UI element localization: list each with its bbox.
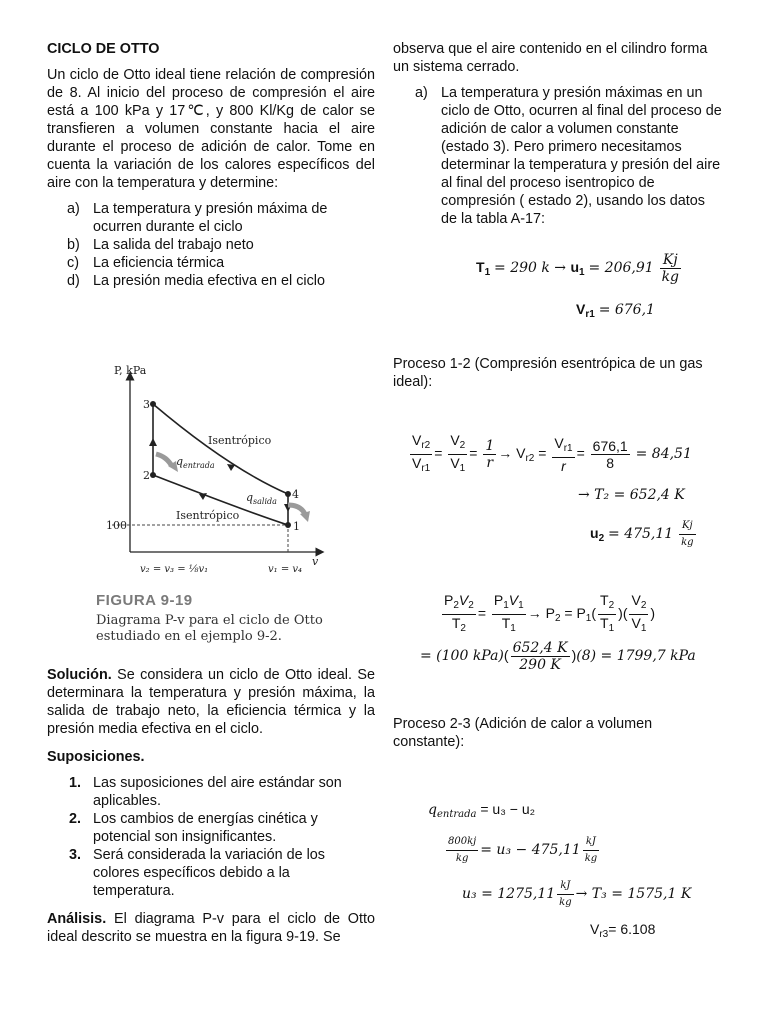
equation-u3-relation: $\frac{800kj}{kg}$ = u₃ − 475,11 $\frac{kJ}{kg}$	[444, 834, 601, 867]
state-3-label: 3	[143, 398, 150, 411]
equation-state-1: $T_1 = 290$ $k \to u_1 = 206,91$ $\frac{Kj}{kg}$	[476, 252, 680, 285]
list-item: a) La temperatura y presión máxima de ocurren durante el ciclo	[67, 201, 328, 235]
y-axis-label: P, kPa	[114, 364, 147, 377]
heat-out-arrow-icon	[288, 505, 305, 514]
assumptions-list	[47, 774, 375, 900]
continuation-text: observa que el aire contenido en el cilindro forma un sistema cerrado.	[393, 41, 708, 75]
isentropic-lower-label: Isentrópico	[176, 509, 240, 522]
list-item: 1. Las suposiciones del aire estándar son aplicables.	[69, 775, 342, 809]
left-column	[47, 40, 375, 290]
equation-t2: → T₂ = 652,4 K	[578, 487, 685, 503]
process-3-4	[153, 404, 288, 494]
equation-u3-t3: u₃ = 1275,11 $\frac{kJ}{kg}$ → T₃ = 1575,1 K	[462, 878, 691, 911]
list-item: 2. Los cambios de energías cinética y potencial son insignificantes.	[69, 811, 318, 845]
list-item: a) La temperatura y presión máximas en un ciclo de Otto, ocurren al final del proceso de adición de calor a volumen constante (estado 3). Pero primero necesitamos determinar la temperatura y presión del aire al final del proceso isentropico de compresión ( estado 2), usando los datos de la tabla A-17:	[415, 85, 722, 227]
list-item: c) La eficiencia térmica	[67, 255, 225, 271]
list-item: 3. Será considerada la variación de los colores específicos debido a la temperatura.	[69, 847, 325, 899]
equation-vr1: $V_{r1} = 676,1$	[576, 301, 655, 320]
figure-caption-line-1: Diagrama P-v para el ciclo de Otto	[96, 613, 323, 628]
pv-diagram	[92, 362, 352, 582]
solution-paragraph: Solución. Se considera un ciclo de Otto ideal. Se determinara la temperatura y presión máxima, la salida de trabajo neto, la eficiencia térmica y la presión media efectiva en el ciclo.	[47, 667, 375, 737]
left-column-lower	[47, 666, 375, 946]
state-4-label: 4	[292, 488, 299, 501]
equation-vr3: $V_{r3}= 6.108$	[590, 921, 656, 940]
document-title: CICLO DE OTTO	[47, 41, 160, 57]
equation-q-in: $q_{entrada} = u_3 - u_2$	[428, 801, 536, 820]
state-1-label: 1	[293, 520, 300, 533]
pv-diagram-figure	[92, 362, 352, 652]
figure-caption-line-2: estudiado en el ejemplo 9-2.	[96, 629, 282, 644]
problem-statement: Un ciclo de Otto ideal tiene relación de compresión de 8. Al inicio del proceso de compresión el aire está a 100 kPa y 17℃, y 800 Kl/Kg de calor se transfieren a volumen constante hacia el aire durante el proceso de adición de calor. Tome en cuenta la variación de los calores específicos del aire con la temperatura y determine:	[47, 67, 375, 191]
q-out-label: $q_{salida}$	[246, 491, 277, 506]
right-column	[393, 40, 723, 228]
v-left-label: v₂ = v₃ = ⅛v₁	[140, 564, 209, 575]
analysis-list	[393, 84, 723, 228]
q-in-label: $q_{entrada}$	[176, 455, 215, 470]
list-item: d) La presión media efectiva en el ciclo	[67, 273, 325, 289]
equation-p2-value: = (100 kPa)( $\frac{652,4 K}{290 K}$ )(8) = 1799,7 kPa	[420, 640, 696, 673]
equation-u2: $u_2 = 475,11$ $\frac{Kj}{kg}$	[590, 518, 698, 551]
process-1-2-heading: Proceso 1-2 (Compresión esentrópica de un gas ideal):	[393, 356, 703, 390]
assumptions-title: Suposiciones.	[47, 749, 145, 765]
process-2-3-heading: Proceso 2-3 (Adición de calor a volumen constante):	[393, 716, 653, 750]
heat-in-arrow-icon	[156, 454, 172, 466]
pressure-tick: 100	[106, 519, 127, 532]
x-axis-label: v	[312, 555, 319, 568]
analysis-paragraph: Análisis. El diagrama P-v para el ciclo de Otto ideal descrito se muestra en la figura 9-19. Se	[47, 911, 375, 945]
question-list	[47, 200, 375, 290]
list-item: b) La salida del trabajo neto	[67, 237, 254, 253]
isentropic-upper-label: Isentrópico	[208, 434, 272, 447]
v-right-label: v₁ = v₄	[268, 564, 303, 575]
equation-p2-relation: $\frac{P_2V_2}{T_2}$ = $\frac{P_1V_1}{T_1}$ → $P_2 = P_1$( $\frac{T_2}{T_1}$ )( $\frac{V_2}{V_1}$ )	[440, 592, 655, 637]
state-2-label: 2	[143, 469, 150, 482]
figure-label: FIGURA 9-19	[96, 592, 193, 609]
equation-vr2: $\frac{V_{r2}}{V_{r1}}$ = $\frac{V_2}{V_1}$ = $\frac{1}{r}$ → $V_{r2}$ = $\frac{V_{r1}}{r}$ = $\frac{676,1}{8}$ = 84,51	[408, 432, 692, 477]
